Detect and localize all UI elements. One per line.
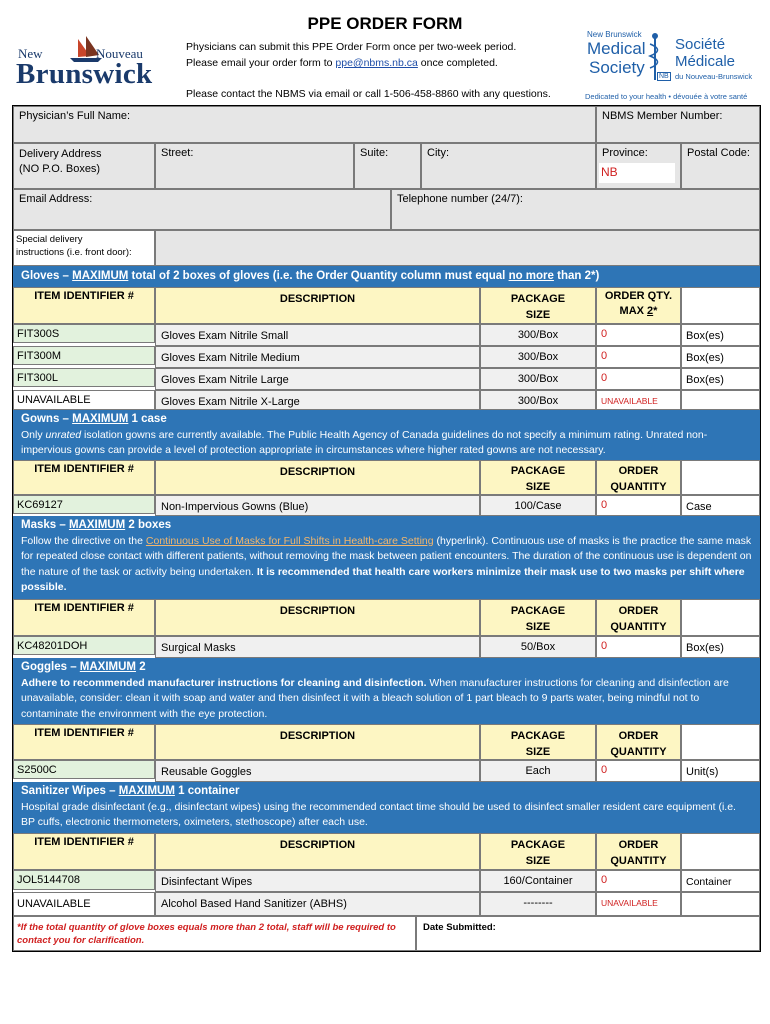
item-id: UNAVAILABLE (13, 892, 155, 916)
delivery-address-label: Delivery Address (19, 148, 102, 160)
unavailable-label: UNAVAILABLE (596, 390, 681, 410)
wipes-title-post: 1 container (174, 785, 240, 797)
item-description: Gloves Exam Nitrile Medium (155, 346, 480, 368)
gowns-col-desc: DESCRIPTION (155, 460, 480, 495)
glove-overage-note: *If the total quantity of glove boxes equals more than 2 total, staff will be required to contact you for clarification. (13, 916, 416, 951)
item-unit: Container (681, 870, 760, 892)
logo-new-text: New (18, 46, 43, 61)
goggles-col-pkg-1: PACKAGE (510, 730, 566, 742)
logo-nms-du-nb: du Nouveau-Brunswick (675, 72, 753, 81)
item-unit: Case (681, 495, 760, 516)
masks-col-id: ITEM IDENTIFIER # (13, 599, 155, 636)
item-unit: Box(es) (681, 324, 760, 346)
wipes-col-pkg-2: SIZE (525, 855, 551, 867)
masks-col-qty (596, 599, 681, 636)
masks-col-qty-1: ORDER (618, 605, 659, 617)
quantity-input[interactable]: 0 (596, 346, 681, 368)
item-package-size: 300/Box (480, 368, 596, 390)
gloves-title-max: MAXIMUM (72, 270, 129, 282)
item-id: S2500C (13, 760, 155, 779)
gloves-section-header (13, 266, 760, 287)
gowns-col-qty (596, 460, 681, 495)
item-id: UNAVAILABLE (13, 390, 155, 410)
postal-code-field[interactable] (681, 143, 760, 189)
logo-nouveau-text: Nouveau (96, 46, 143, 61)
goggles-title-pre: Goggles – (21, 661, 80, 673)
email-field[interactable] (13, 189, 391, 230)
wipes-col-unit (681, 833, 760, 870)
item-package-size: 100/Case (480, 495, 596, 516)
gloves-col-qty-max: MAX (619, 305, 648, 317)
province-field[interactable] (596, 143, 681, 189)
masks-title-pre: Masks – (21, 519, 69, 531)
wipes-section-header (13, 782, 760, 833)
masks-col-unit (681, 599, 760, 636)
goggles-section-header (13, 658, 760, 724)
gloves-col-pkg-1: PACKAGE (510, 293, 566, 305)
wipes-col-qty-2: QUANTITY (610, 855, 667, 867)
item-unit: Box(es) (681, 368, 760, 390)
goggles-col-pkg-2: SIZE (525, 746, 551, 758)
masks-title-post: 2 boxes (125, 519, 172, 531)
wipes-text: Hospital grade disinfectant (e.g., disinfectant wipes) using the recommended contact time should be used to disinfect smaller resident care equipment (i.e. BP cuffs, electronic thermometers, oximeters, stethoscope) after each use. (21, 800, 736, 828)
gowns-col-unit (681, 460, 760, 495)
postal-code-label: Postal Code: (687, 147, 750, 159)
gloves-title-post: than 2*) (553, 270, 600, 282)
masks-col-qty-2: QUANTITY (610, 621, 667, 633)
intro-line-2-pre: Please email your order form to (186, 57, 336, 69)
masks-col-pkg-2: SIZE (525, 621, 551, 633)
quantity-input[interactable]: 0 (596, 870, 681, 892)
gloves-title-mid: total of 2 boxes of gloves (i.e. the Order Quantity column must equal (128, 270, 509, 282)
item-description: Disinfectant Wipes (155, 870, 480, 892)
item-description: Reusable Goggles (155, 760, 480, 782)
quantity-input[interactable]: 0 (596, 368, 681, 390)
wipes-col-desc: DESCRIPTION (155, 833, 480, 870)
masks-text-pre: Follow the directive on the (21, 534, 146, 547)
item-unit: Box(es) (681, 636, 760, 658)
logo-brunswick-text: Brunswick (16, 58, 153, 90)
city-field[interactable] (421, 143, 596, 189)
gowns-title-post: 1 case (128, 413, 167, 425)
item-unit: Box(es) (681, 346, 760, 368)
item-package-size: 300/Box (480, 346, 596, 368)
full-name-field[interactable] (13, 106, 596, 143)
masks-col-desc: DESCRIPTION (155, 599, 480, 636)
goggles-text-bold: Adhere to recommended manufacturer instructions for cleaning and disinfection. (21, 676, 427, 689)
masks-section-header (13, 516, 760, 599)
logo-nms-nb-en: New Brunswick (587, 30, 642, 39)
wipes-col-pkg (480, 833, 596, 870)
province-label: Province: (602, 147, 648, 159)
masks-text-bold: It is recommended that health care workers minimize their mask use to two masks per shift where possible. (21, 565, 745, 593)
special-instructions-label-cell (13, 230, 155, 266)
item-package-size: Each (480, 760, 596, 782)
goggles-col-qty (596, 724, 681, 760)
page-title: PPE ORDER FORM (307, 14, 463, 33)
intro-line-1: Physicians can submit this PPE Order Form once per two-week period. (186, 41, 517, 53)
gowns-section-header (13, 410, 760, 460)
goggles-title-post: 2 (136, 661, 146, 673)
quantity-input[interactable]: 0 (596, 324, 681, 346)
special-instructions-field[interactable] (155, 230, 760, 266)
intro-line-3: Please contact the NBMS via email or call 1-506-458-8860 with any questions. (186, 88, 551, 100)
gowns-col-qty-1: ORDER (618, 465, 659, 477)
goggles-col-unit (681, 724, 760, 760)
item-id: FIT300S (13, 324, 155, 343)
item-description: Gloves Exam Nitrile Small (155, 324, 480, 346)
gowns-title-pre: Gowns – (21, 413, 73, 425)
gowns-title-max: MAXIMUM (72, 413, 129, 425)
unavailable-label: UNAVAILABLE (596, 892, 681, 916)
item-package-size: 160/Container (480, 870, 596, 892)
item-description: Alcohol Based Hand Sanitizer (ABHS) (155, 892, 480, 916)
member-number-label: NBMS Member Number: (602, 110, 723, 122)
special-instructions-label-1: Special delivery (16, 234, 83, 245)
city-label: City: (427, 147, 449, 159)
gloves-col-pkg (480, 287, 596, 324)
telephone-field[interactable] (391, 189, 760, 230)
gowns-col-pkg-1: PACKAGE (510, 465, 566, 477)
email-link[interactable]: ppe@nbms.nb.ca (335, 57, 418, 69)
item-id: JOL5144708 (13, 870, 155, 890)
item-description: Gloves Exam Nitrile X-Large (155, 390, 480, 410)
gowns-text-post: isolation gowns are currently available. The Public Health Agency of Canada guidelines do not specify a minimum rating. Unrated non-impervious gowns can provide a level of protection appropriate in circumstances where higher rated gowns are not necessary. (21, 428, 708, 456)
item-package-size: 300/Box (480, 390, 596, 410)
logo-nms-medicale: Médicale (675, 53, 736, 70)
masks-title-max: MAXIMUM (68, 519, 126, 531)
gloves-col-pkg-2: SIZE (525, 309, 551, 321)
goggles-col-desc: DESCRIPTION (155, 724, 480, 760)
street-label: Street: (161, 147, 194, 159)
gloves-title-no-more: no more (508, 270, 554, 282)
item-package-size: 300/Box (480, 324, 596, 346)
delivery-address-label-cell (13, 143, 155, 189)
gloves-col-qty-num: 2 (647, 305, 654, 317)
item-package-size: 50/Box (480, 636, 596, 658)
gloves-col-unit (681, 287, 760, 324)
gloves-col-qty-2 (597, 304, 680, 319)
gowns-text-pre: Only (21, 428, 46, 441)
wipes-title-pre: Sanitizer Wipes – (21, 785, 119, 797)
gowns-col-id: ITEM IDENTIFIER # (13, 460, 155, 495)
goggles-col-qty-1: ORDER (618, 730, 659, 742)
gloves-col-qty (596, 287, 681, 324)
logo-nms-societe: Société (675, 36, 726, 53)
wipes-col-pkg-1: PACKAGE (510, 839, 566, 851)
wipes-col-id: ITEM IDENTIFIER # (13, 833, 155, 870)
quantity-input[interactable]: 0 (596, 760, 681, 782)
special-instructions-label-2: instructions (i.e. front door): (16, 246, 132, 258)
wipes-col-qty (596, 833, 681, 870)
masks-text-mid: (hyperlink). Continuous use of masks is the practice the same mask for repeated close contact with different patients, without removing the mask between patient encounters. The duration of the continuous use is dependent on the nature of the task or activity being undertaken. (21, 534, 752, 578)
gloves-col-desc: DESCRIPTION (155, 287, 480, 324)
ppe-order-form (12, 105, 761, 952)
intro-line-2-post: once completed. (417, 57, 498, 69)
item-package-size: -------- (480, 892, 596, 916)
item-unit (681, 390, 760, 410)
suite-label: Suite: (360, 147, 389, 159)
masks-col-pkg-1: PACKAGE (510, 605, 566, 617)
item-unit: Unit(s) (681, 760, 760, 782)
item-description: Surgical Masks (155, 636, 480, 658)
gowns-col-pkg (480, 460, 596, 495)
no-po-boxes-label: (NO P.O. Boxes) (19, 163, 101, 175)
item-description: Gloves Exam Nitrile Large (155, 368, 480, 390)
nbms-logo (585, 30, 765, 104)
new-brunswick-logo (16, 34, 174, 94)
quantity-input[interactable]: 0 (596, 636, 681, 658)
logo-nms-society: Society (589, 58, 645, 77)
item-id: FIT300M (13, 346, 155, 365)
gloves-col-id: ITEM IDENTIFIER # (13, 287, 155, 324)
suite-field[interactable] (354, 143, 421, 189)
wipes-title-max: MAXIMUM (118, 785, 175, 797)
telephone-label: Telephone number (24/7): (397, 193, 523, 205)
gloves-col-qty-star: * (653, 305, 658, 317)
goggles-text-rest: When manufacturer instructions for cleaning and disinfection are unavailable, consider: clean it with soap and water and then disinfect it with a bleach solution of 1 part bleach to 9 parts water, being mindful not to contaminate the environment with the eye protection. (21, 676, 729, 720)
goggles-title-max: MAXIMUM (79, 661, 137, 673)
gloves-col-qty-1: ORDER QTY. (604, 290, 673, 302)
item-description: Non-Impervious Gowns (Blue) (155, 495, 480, 516)
item-id: KC48201DOH (13, 636, 155, 655)
goggles-col-qty-2: QUANTITY (610, 746, 667, 758)
street-field[interactable] (155, 143, 354, 189)
gowns-text-unrated: unrated (45, 428, 82, 441)
logo-nms-nb: NB (659, 73, 669, 80)
date-submitted-label: Date Submitted: (423, 922, 496, 933)
logo-nms-medical: Medical (587, 39, 646, 58)
item-id: FIT300L (13, 368, 155, 387)
item-unit (681, 892, 760, 916)
wipes-col-qty-1: ORDER (618, 839, 659, 851)
province-value: NB (599, 163, 675, 183)
masks-col-pkg (480, 599, 596, 636)
full-name-label: Physician’s Full Name: (19, 110, 131, 122)
quantity-input[interactable]: 0 (596, 495, 681, 516)
item-id: KC69127 (13, 495, 155, 514)
date-submitted-field[interactable] (416, 916, 760, 951)
gloves-title-pre: Gloves – (21, 270, 73, 282)
goggles-col-id: ITEM IDENTIFIER # (13, 724, 155, 760)
gowns-col-pkg-2: SIZE (525, 481, 551, 493)
logo-nms-tagline: Dedicated to your health • dévouée à votre santé (585, 92, 748, 101)
goggles-col-pkg (480, 724, 596, 760)
masks-directive-link[interactable]: Continuous Use of Masks for Full Shifts in Health-care Setting (145, 534, 434, 547)
gowns-col-qty-2: QUANTITY (610, 481, 667, 493)
email-label: Email Address: (19, 193, 93, 205)
member-number-field[interactable] (596, 106, 760, 143)
intro-line-2 (186, 57, 498, 69)
